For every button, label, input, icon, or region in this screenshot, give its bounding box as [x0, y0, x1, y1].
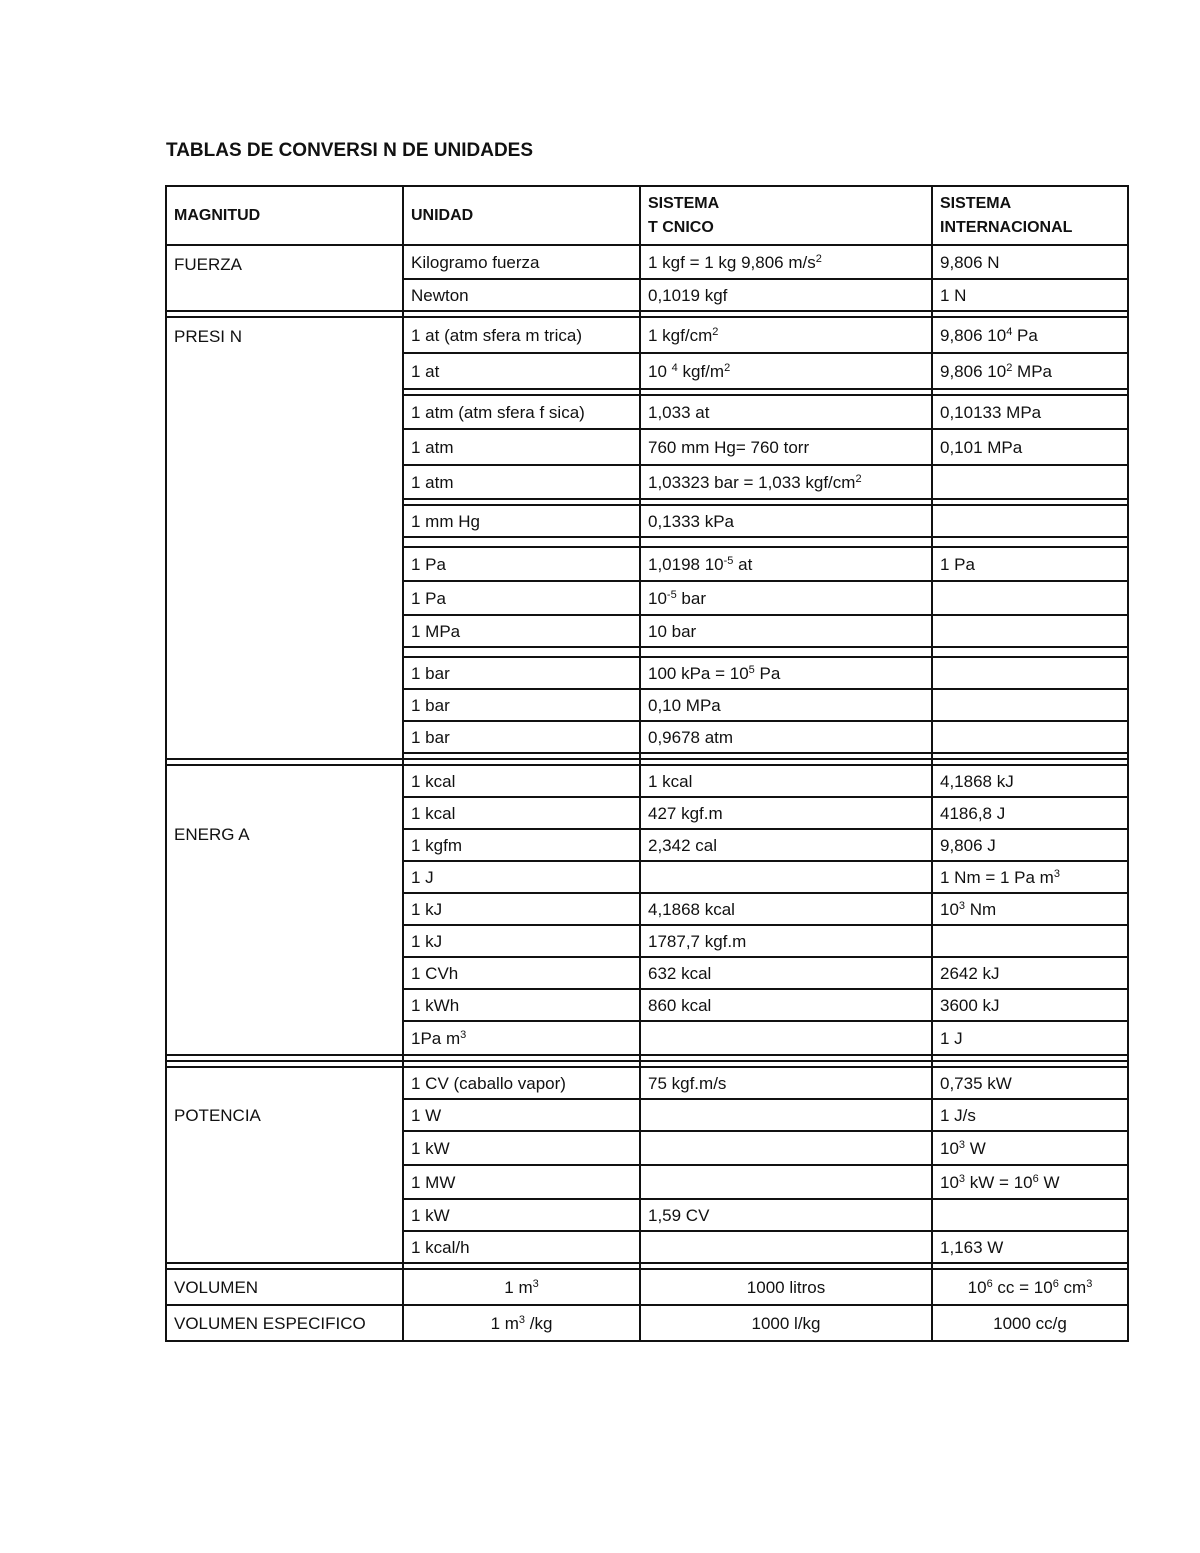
cell-unidad: 1 $m^3$: [403, 1269, 640, 1305]
header-internacional-line1: SISTEMA: [940, 194, 1012, 212]
cell-internacional: [932, 581, 1128, 615]
cell-internacional: [932, 465, 1128, 499]
cell-tecnico: 1,0198 $10^{-5}$ at: [640, 547, 932, 581]
table-row: [166, 245, 1128, 279]
cell-unidad: 1 Pa: [403, 547, 640, 581]
group-fuerza: FUERZA: [166, 245, 403, 311]
cell-unidad: 1 CV (caballo vapor): [403, 1067, 640, 1099]
cell-tecnico: 100 kPa = $10^5$ Pa: [640, 657, 932, 689]
cell-unidad: 1 kgfm: [403, 829, 640, 861]
group-energia: ENERG A: [166, 765, 403, 1055]
cell-internacional: [932, 615, 1128, 647]
cell-tecnico: 1 kgf/$cm^2$: [640, 317, 932, 353]
cell-internacional: 4186,8 J: [932, 797, 1128, 829]
cell-internacional: [932, 721, 1128, 753]
cell-tecnico: 1 kcal: [640, 765, 932, 797]
cell-internacional: 9,806 J: [932, 829, 1128, 861]
cell-unidad: 1 kW: [403, 1131, 640, 1165]
table-header-row: [166, 186, 1128, 245]
cell-tecnico: 632 kcal: [640, 957, 932, 989]
cell-tecnico: 0,1333 kPa: [640, 505, 932, 537]
cell-unidad: 1 mm Hg: [403, 505, 640, 537]
cell-internacional: $10^3$ W: [932, 1131, 1128, 1165]
cell-tecnico: $10^{-5}$ bar: [640, 581, 932, 615]
cell-internacional: [932, 505, 1128, 537]
cell-tecnico: 10 $^4$ kgf/$m^2$: [640, 353, 932, 389]
cell-unidad: 1Pa $m^3$: [403, 1021, 640, 1055]
cell-unidad: 1 kJ: [403, 893, 640, 925]
cell-internacional: 1 Pa: [932, 547, 1128, 581]
cell-tecnico: 1,59 CV: [640, 1199, 932, 1231]
header-sistema-internacional: [932, 186, 1128, 245]
cell-unidad: 1 MW: [403, 1165, 640, 1199]
cell-tecnico: 4,1868 kcal: [640, 893, 932, 925]
cell-internacional: [932, 657, 1128, 689]
cell-internacional: 0,101 MPa: [932, 429, 1128, 465]
cell-tecnico: 2,342 cal: [640, 829, 932, 861]
cell-tecnico: 427 kgf.m: [640, 797, 932, 829]
cell-unidad: 1 $m^3$ /kg: [403, 1305, 640, 1341]
cell-tecnico: 1,03323 bar = 1,033 kgf/$cm^2$: [640, 465, 932, 499]
cell-unidad: 1 at (atm sfera m trica): [403, 317, 640, 353]
cell-tecnico: 75 kgf.m/s: [640, 1067, 932, 1099]
table-row: [166, 1269, 1128, 1305]
table-row: [166, 1305, 1128, 1341]
cell-unidad: Kilogramo fuerza: [403, 245, 640, 279]
header-unidad: UNIDAD: [403, 186, 640, 245]
table-row: [166, 765, 1128, 797]
cell-tecnico: [640, 1021, 932, 1055]
cell-internacional: [932, 1199, 1128, 1231]
cell-unidad: 1 bar: [403, 689, 640, 721]
cell-tecnico: 1000 l/kg: [640, 1305, 932, 1341]
cell-internacional: [932, 925, 1128, 957]
cell-tecnico: 10 bar: [640, 615, 932, 647]
cell-tecnico: 760 mm Hg= 760 torr: [640, 429, 932, 465]
cell-internacional: 4,1868 kJ: [932, 765, 1128, 797]
cell-unidad: 1 kW: [403, 1199, 640, 1231]
cell-unidad: 1 bar: [403, 657, 640, 689]
header-magnitud: MAGNITUD: [166, 186, 403, 245]
cell-tecnico: 0,10 MPa: [640, 689, 932, 721]
group-presion: PRESI N: [166, 317, 403, 759]
cell-unidad: Newton: [403, 279, 640, 311]
cell-internacional: 3600 kJ: [932, 989, 1128, 1021]
cell-tecnico: [640, 861, 932, 893]
cell-tecnico: 860 kcal: [640, 989, 932, 1021]
table-row: [166, 317, 1128, 353]
cell-unidad: 1 W: [403, 1099, 640, 1131]
cell-unidad: 1 J: [403, 861, 640, 893]
cell-tecnico: 1000 litros: [640, 1269, 932, 1305]
group-potencia: POTENCIA: [166, 1067, 403, 1263]
cell-unidad: 1 MPa: [403, 615, 640, 647]
cell-internacional: 0,735 kW: [932, 1067, 1128, 1099]
cell-unidad: 1 atm: [403, 429, 640, 465]
cell-unidad: 1 kWh: [403, 989, 640, 1021]
header-tecnico-line2: T CNICO: [648, 218, 714, 236]
cell-internacional: 9,806 $10^2$ MPa: [932, 353, 1128, 389]
cell-internacional: 9,806 $10^4$ Pa: [932, 317, 1128, 353]
cell-tecnico: 1,033 at: [640, 395, 932, 429]
cell-unidad: 1 kcal: [403, 797, 640, 829]
cell-internacional: $10^3$ Nm: [932, 893, 1128, 925]
cell-unidad: 1 at: [403, 353, 640, 389]
cell-internacional: 9,806 N: [932, 245, 1128, 279]
cell-internacional: [932, 689, 1128, 721]
cell-unidad: 1 CVh: [403, 957, 640, 989]
conversion-table: [165, 185, 1129, 1342]
cell-tecnico: [640, 1099, 932, 1131]
cell-unidad: 1 kcal: [403, 765, 640, 797]
cell-tecnico: [640, 1231, 932, 1263]
group-volumen-especifico: VOLUMEN ESPECIFICO: [166, 1305, 403, 1341]
cell-tecnico: 0,9678 atm: [640, 721, 932, 753]
cell-tecnico: 0,1019 kgf: [640, 279, 932, 311]
cell-unidad: 1 bar: [403, 721, 640, 753]
page-title: TABLAS DE CONVERSI N DE UNIDADES: [166, 140, 534, 161]
cell-internacional: 0,10133 MPa: [932, 395, 1128, 429]
cell-unidad: 1 kJ: [403, 925, 640, 957]
cell-tecnico: 1787,7 kgf.m: [640, 925, 932, 957]
cell-tecnico: [640, 1131, 932, 1165]
cell-internacional: 1 Nm = 1 Pa $m^3$: [932, 861, 1128, 893]
cell-tecnico: 1 kgf = 1 kg 9,806 $m/s^2$: [640, 245, 932, 279]
cell-internacional: 1 J/s: [932, 1099, 1128, 1131]
cell-internacional: 1 N: [932, 279, 1128, 311]
cell-unidad: 1 Pa: [403, 581, 640, 615]
cell-internacional: 1 J: [932, 1021, 1128, 1055]
header-tecnico-line1: SISTEMA: [648, 194, 720, 212]
group-volumen: VOLUMEN: [166, 1269, 403, 1305]
cell-internacional: 1000 cc/g: [932, 1305, 1128, 1341]
cell-internacional: $10^6$ cc = $10^6$ $cm^3$: [932, 1269, 1128, 1305]
cell-unidad: 1 atm: [403, 465, 640, 499]
header-sistema-tecnico: [640, 186, 932, 245]
header-internacional-line2: INTERNACIONAL: [940, 218, 1073, 236]
cell-tecnico: [640, 1165, 932, 1199]
cell-unidad: 1 kcal/h: [403, 1231, 640, 1263]
cell-internacional: 2642 kJ: [932, 957, 1128, 989]
cell-internacional: 1,163 W: [932, 1231, 1128, 1263]
table-row: [166, 1067, 1128, 1099]
cell-internacional: $10^3$ kW = $10^6$ W: [932, 1165, 1128, 1199]
cell-unidad: 1 atm (atm sfera f sica): [403, 395, 640, 429]
